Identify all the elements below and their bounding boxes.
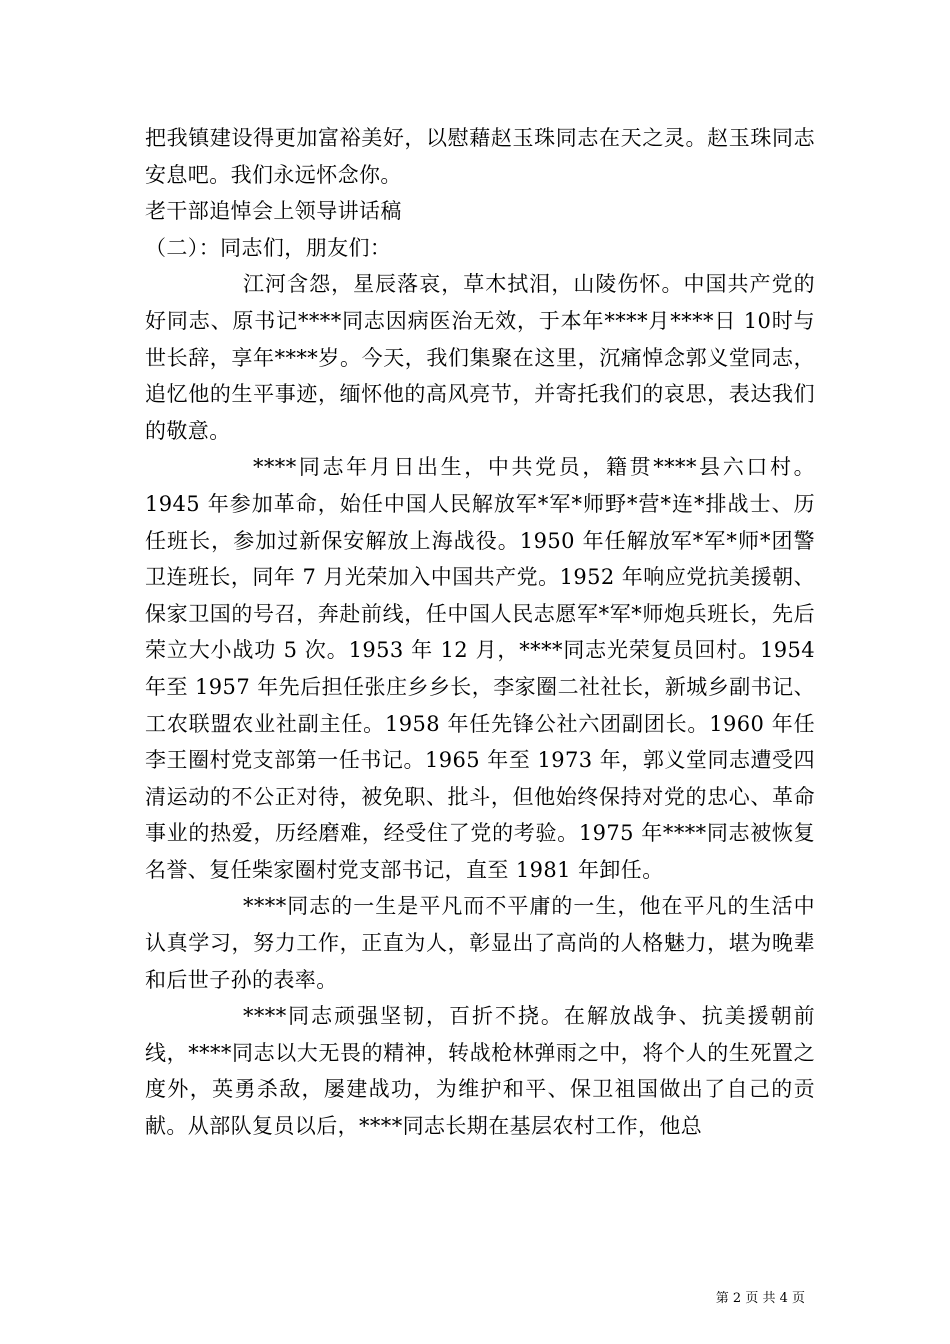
document-body xyxy=(145,120,815,1145)
paragraph-continuation: 把我镇建设得更加富裕美好，以慰藉赵玉珠同志在天之灵。赵玉珠同志安息吧。我们永远怀念你。 xyxy=(145,126,815,187)
paragraph-4: ****同志顽强坚韧，百折不挠。在解放战争、抗美援朝前线，****同志以大无畏的精神，转战枪林弹雨之中，将个人的生死置之度外，英勇杀敌，屡建战功，为维护和平、保卫祖国做出了自己的贡献。从部队复员以后，****同志长期在基层农村工作，他总 xyxy=(145,1004,815,1139)
paragraph-3: ****同志的一生是平凡而不平庸的一生，他在平凡的生活中认真学习，努力工作，正直为人，彰显出了高尚的人格魅力，堪为晚辈和后世子孙的表率。 xyxy=(145,894,815,992)
section-subtitle: （二）：同志们，朋友们： xyxy=(145,235,392,260)
section-title: 老干部追悼会上领导讲话稿 xyxy=(145,199,402,224)
page-number: 第 2 页 共 4 页 xyxy=(715,1291,805,1306)
paragraph-2: ****同志年月日出生，中共党员，籍贯****县六口村。1945 年参加革命，始任中国人民解放军*军*师野*营*连*排战士、历任班长，参加过新保安解放上海战役。1950 年任解放军*军*师*团警卫连班长，同年 7 月光荣加入中国共产党。1952 年响应党抗美援朝、保家卫国的号召，奔赴前线，任中国人民志愿军*军*师炮兵班长，先后荣立大小战功 5 次。1953 年 12 月，****同志光荣复员回村。1954 年至 1957 年先后担任张庄乡乡长，李家圈二社社长，新城乡副书记、工农联盟农业社副主任。1958 年任先锋公社六团副团长。1960 年任李王圈村党支部第一任书记。1965 年至 1973 年，郭义堂同志遭受四清运动的不公正对待，被免职、批斗，但他始终保持对党的忠心、革命事业的热爱，历经磨难，经受住了党的考验。1975 年****同志被恢复名誉、复任柴家圈村党支部书记，直至 1981 年卸任。 xyxy=(145,455,815,882)
paragraph-1: 江河含怨，星辰落哀，草木拭泪，山陵伤怀。中国共产党的好同志、原书记****同志因病医治无效，于本年****月****日 10时与世长辞，享年****岁。今天，我们集聚在这里，沉痛悼念郭义堂同志，追忆他的生平事迹，缅怀他的高风亮节，并寄托我们的哀思，表达我们的敬意。 xyxy=(145,272,815,443)
